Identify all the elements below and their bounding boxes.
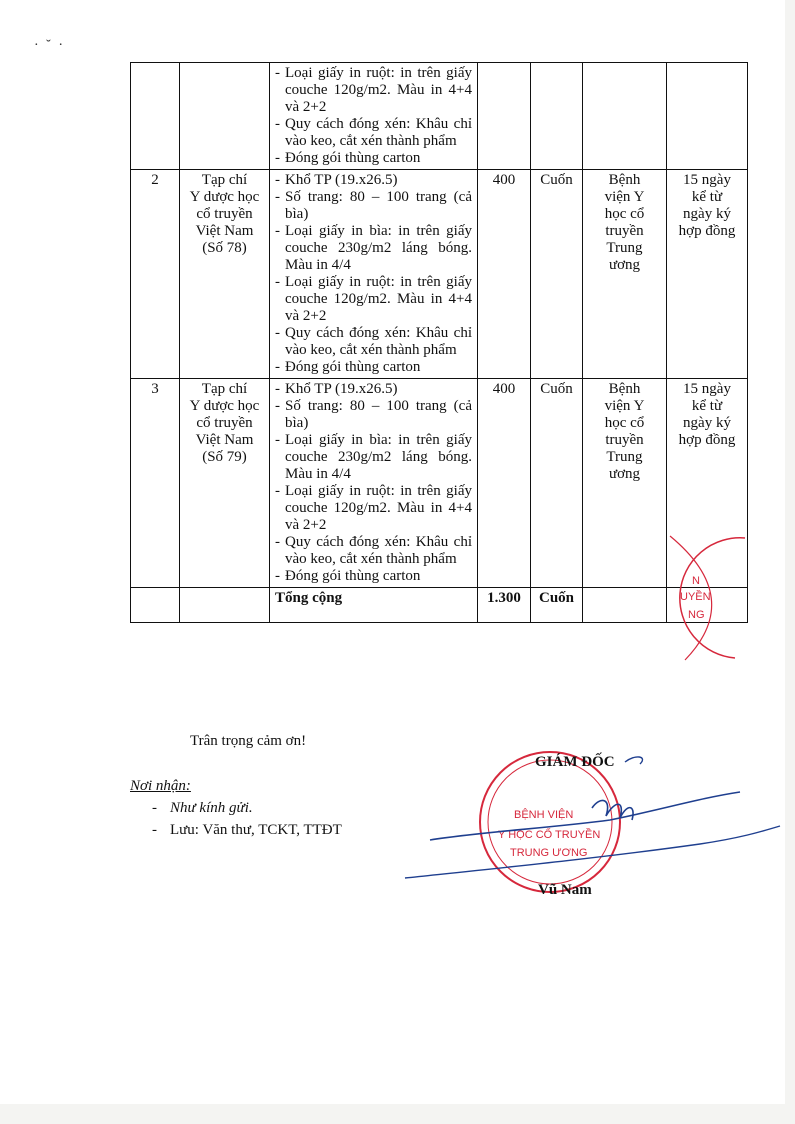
cell-line: Trung (606, 449, 643, 465)
row-number (131, 63, 180, 170)
table-row (131, 63, 748, 170)
unit: Cuốn (531, 379, 583, 588)
cell-line: ương (608, 257, 641, 273)
spec-item: - Loại giấy in bìa: in trên giấy couche 230g/m2 láng bóng. Màu in 4/4 (275, 432, 472, 483)
cell-line: cổ truyền (196, 415, 253, 431)
spec-item: - Đóng gói thùng carton (275, 359, 472, 376)
cell-line: truyền (605, 223, 644, 239)
quantity: 400 (478, 379, 531, 588)
cell-line: Tạp chí (201, 172, 248, 188)
cell-line: Tạp chí (201, 381, 248, 397)
cell-line: (Số 79) (202, 449, 247, 465)
spec-item: - Khổ TP (19.x26.5) (275, 381, 472, 398)
cell-line: Y dược học (189, 398, 260, 414)
cell-line: Việt Nam (195, 223, 254, 239)
cell-line: hợp đồng (678, 432, 736, 448)
cell-line: Trung (606, 240, 643, 256)
recipients-title: Nơi nhận: (130, 778, 191, 794)
spec-item: - Số trang: 80 – 100 trang (cả bìa) (275, 398, 472, 432)
cell-line: kể từ (691, 189, 723, 205)
cell-line: ngày ký (683, 206, 731, 222)
delivery-place (583, 170, 667, 379)
product-name (180, 63, 270, 170)
cell-line: viện Y (604, 398, 645, 414)
closing-thanks: Trân trọng cảm ơn! (190, 733, 307, 749)
cell-line: Bệnh (608, 381, 641, 397)
seal-fragment-2: UYỀN (680, 591, 711, 603)
cell-line: cổ truyền (196, 206, 253, 222)
cell-line: hợp đồng (678, 223, 736, 239)
cell-line: (Số 78) (202, 240, 247, 256)
row-number: 2 (131, 170, 180, 379)
recipient-item: - Lưu: Văn thư, TCKT, TTĐT (130, 819, 342, 841)
product-specs (270, 379, 478, 588)
quantity: 400 (478, 170, 531, 379)
seal-text-line2: Y HỌC CỔ TRUYỀN (498, 829, 601, 841)
cell-line: ương (608, 466, 641, 482)
signer-name: Vũ Nam (538, 882, 592, 898)
delivery-place (583, 63, 667, 170)
cell-line: Việt Nam (195, 432, 254, 448)
spec-list (275, 381, 472, 585)
product-specs (270, 170, 478, 379)
total-row (131, 588, 748, 623)
delivery-time (667, 170, 748, 379)
signer-title: GIÁM ĐỐC (535, 754, 615, 770)
seal-fragment-1: N (692, 575, 700, 587)
seal-text-line1: BỆNH VIỆN (514, 809, 574, 821)
table-row (131, 170, 748, 379)
cell-line: 15 ngày (683, 381, 731, 397)
unit: Cuốn (531, 170, 583, 379)
spec-item: - Loại giấy in bìa: in trên giấy couche 230g/m2 láng bóng. Màu in 4/4 (275, 223, 472, 274)
cell-line: học cổ (604, 206, 645, 222)
product-name (180, 379, 270, 588)
total-qty: 1.300 (478, 588, 531, 623)
spec-item: - Quy cách đóng xén: Khâu chỉ vào keo, cắt xén thành phẩm (275, 116, 472, 150)
unit (531, 63, 583, 170)
partial-seal-stamp (660, 528, 750, 668)
spec-item: - Loại giấy in ruột: in trên giấy couche 120g/m2. Màu in 4+4 và 2+2 (275, 65, 472, 116)
spec-item: - Đóng gói thùng carton (275, 568, 472, 585)
total-unit: Cuốn (531, 588, 583, 623)
spec-item: - Loại giấy in ruột: in trên giấy couche 120g/m2. Màu in 4+4 và 2+2 (275, 483, 472, 534)
row-number: 3 (131, 379, 180, 588)
cell-line: truyền (605, 432, 644, 448)
seal-text-line3: TRUNG ƯƠNG (510, 847, 588, 859)
total-label: Tổng cộng (270, 588, 478, 623)
cell-line: ngày ký (683, 415, 731, 431)
delivery-place (583, 379, 667, 588)
product-name (180, 170, 270, 379)
delivery-time (667, 63, 748, 170)
table-row (131, 379, 748, 588)
spec-item: - Quy cách đóng xén: Khâu chỉ vào keo, cắt xén thành phẩm (275, 534, 472, 568)
recipients-block (130, 775, 342, 841)
spec-item: - Đóng gói thùng carton (275, 150, 472, 167)
spec-item: - Số trang: 80 – 100 trang (cả bìa) (275, 189, 472, 223)
spec-item: - Khổ TP (19.x26.5) (275, 172, 472, 189)
cell-line: Y dược học (189, 189, 260, 205)
cell-line: 15 ngày (683, 172, 731, 188)
cell-line: học cổ (604, 415, 645, 431)
spec-item: - Loại giấy in ruột: in trên giấy couche 120g/m2. Màu in 4+4 và 2+2 (275, 274, 472, 325)
seal-fragment-3: NG (688, 609, 705, 621)
quantity (478, 63, 531, 170)
spec-list (275, 172, 472, 376)
cell-line: viện Y (604, 189, 645, 205)
spec-item: - Quy cách đóng xén: Khâu chỉ vào keo, cắt xén thành phẩm (275, 325, 472, 359)
product-specs (270, 63, 478, 170)
order-table (130, 62, 748, 623)
cell-line: kể từ (691, 398, 723, 414)
spec-list (275, 65, 472, 167)
scan-artifact: · ˘ · (34, 38, 65, 53)
recipient-item: - Như kính gửi. (130, 797, 342, 819)
cell-line: Bệnh (608, 172, 641, 188)
